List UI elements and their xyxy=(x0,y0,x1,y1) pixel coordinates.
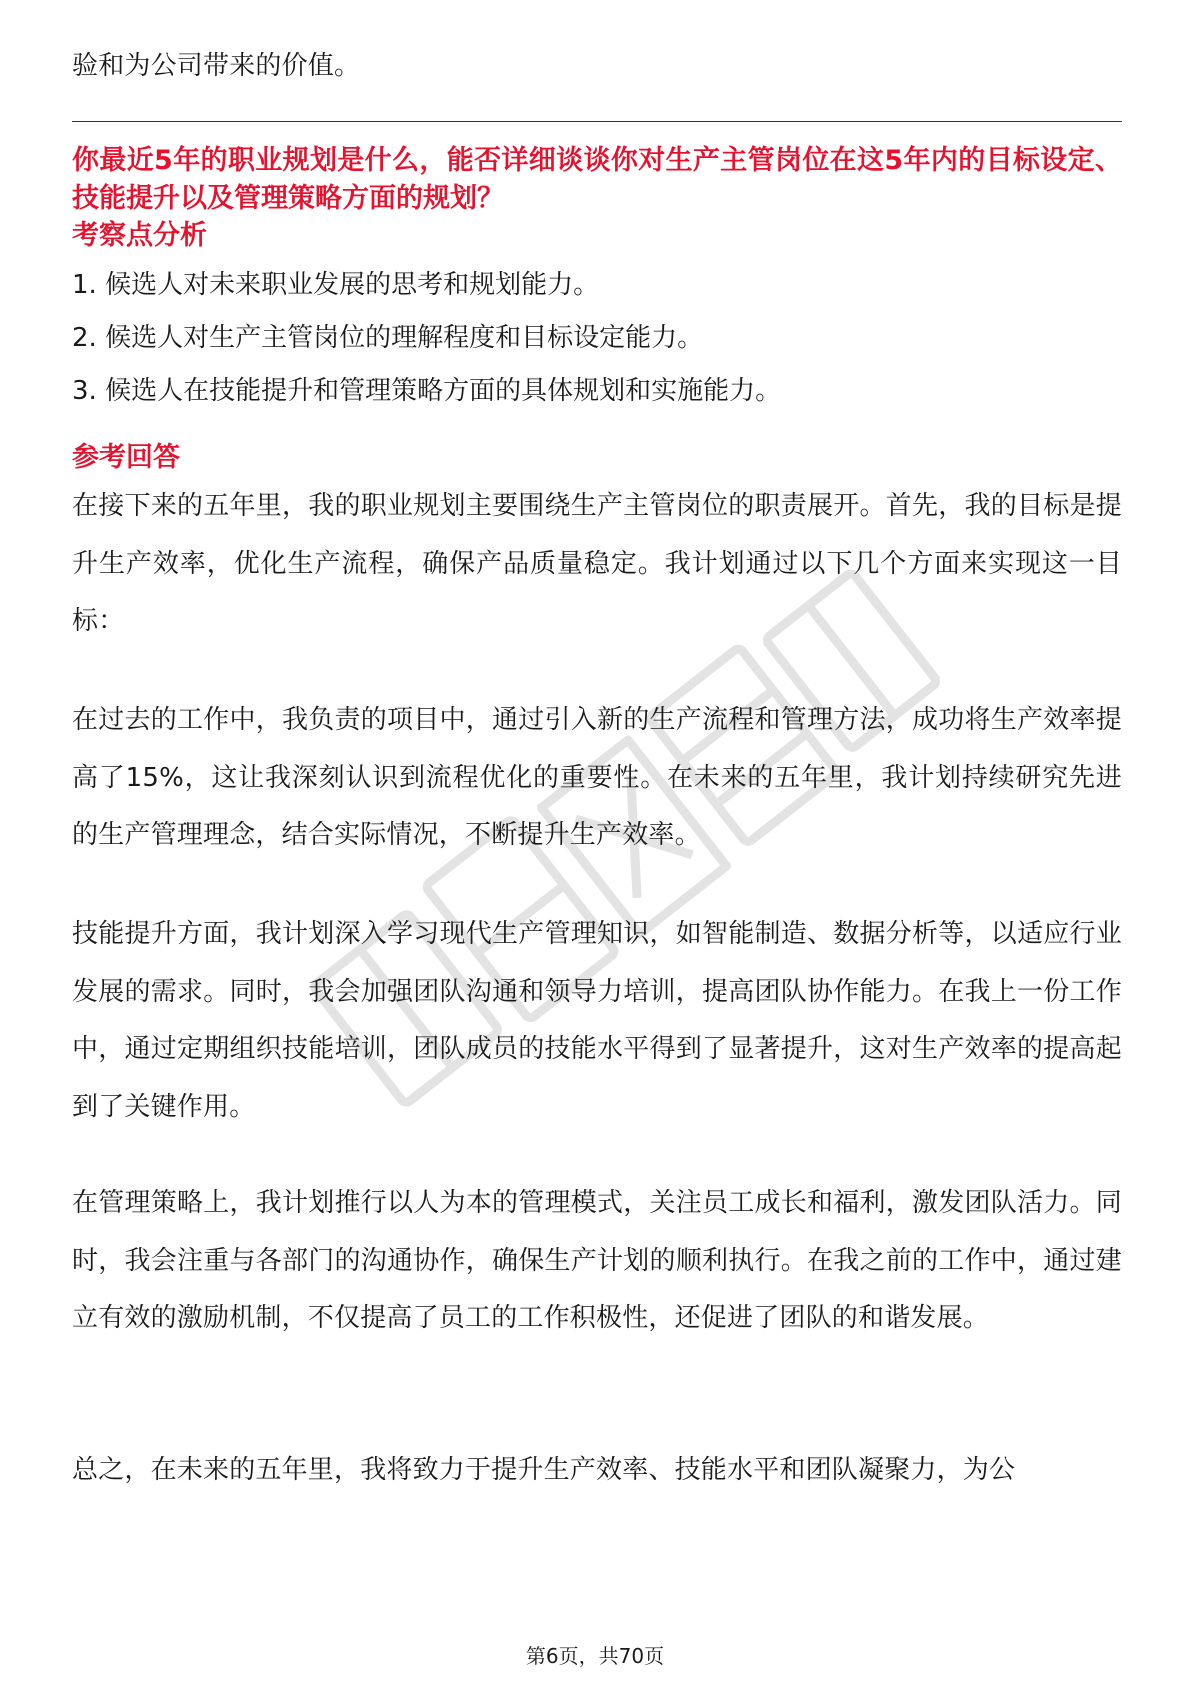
divider xyxy=(72,121,1122,122)
analysis-title: 考察点分析 xyxy=(72,220,207,251)
question-heading: 你最近5年的职业规划是什么，能否详细谈谈你对生产主管岗位在这5年内的目标设定、技能提升以及管理策略方面的规划？ xyxy=(72,145,1122,214)
document-page xyxy=(72,0,1122,1684)
answer-title: 参考回答 xyxy=(72,442,180,473)
answer-paragraph: 在接下来的五年里，我的职业规划主要围绕生产主管岗位的职责展开。首先，我的目标是提升生产效率，优化生产流程，确保产品质量稳定。我计划通过以下几个方面来实现这一目标： xyxy=(72,491,1122,636)
answer-paragraph: 在过去的工作中，我负责的项目中，通过引入新的生产流程和管理方法，成功将生产效率提高了15%，这让我深刻认识到流程优化的重要性。在未来的五年里，我计划持续研究先进的生产管理理念，结合实际情况，不断提升生产效率。 xyxy=(72,705,1122,850)
answer-paragraph: 总之，在未来的五年里，我将致力于提升生产效率、技能水平和团队凝聚力，为公 xyxy=(72,1455,1016,1485)
analysis-point: 3. 候选人在技能提升和管理策略方面的具体规划和实施能力。 xyxy=(72,376,782,406)
page-footer: 第6页，共70页 xyxy=(525,1644,665,1668)
answer-paragraph: 技能提升方面，我计划深入学习现代生产管理知识，如智能制造、数据分析等，以适应行业发展的需求。同时，我会加强团队沟通和领导力培训，提高团队协作能力。在我上一份工作中，通过定期组织技能培训，团队成员的技能水平得到了显著提升，这对生产效率的提高起到了关键作用。 xyxy=(72,919,1122,1122)
analysis-point: 1. 候选人对未来职业发展的思考和规划能力。 xyxy=(72,270,600,300)
intro-tail-text: 验和为公司带来的价值。 xyxy=(72,51,361,81)
answer-paragraph: 在管理策略上，我计划推行以人为本的管理模式，关注员工成长和福利，激发团队活力。同时，我会注重与各部门的沟通协作，确保生产计划的顺利执行。在我之前的工作中，通过建立有效的激励机制，不仅提高了员工的工作积极性，还促进了团队的和谐发展。 xyxy=(72,1188,1122,1333)
analysis-point: 2. 候选人对生产主管岗位的理解程度和目标设定能力。 xyxy=(72,323,704,353)
